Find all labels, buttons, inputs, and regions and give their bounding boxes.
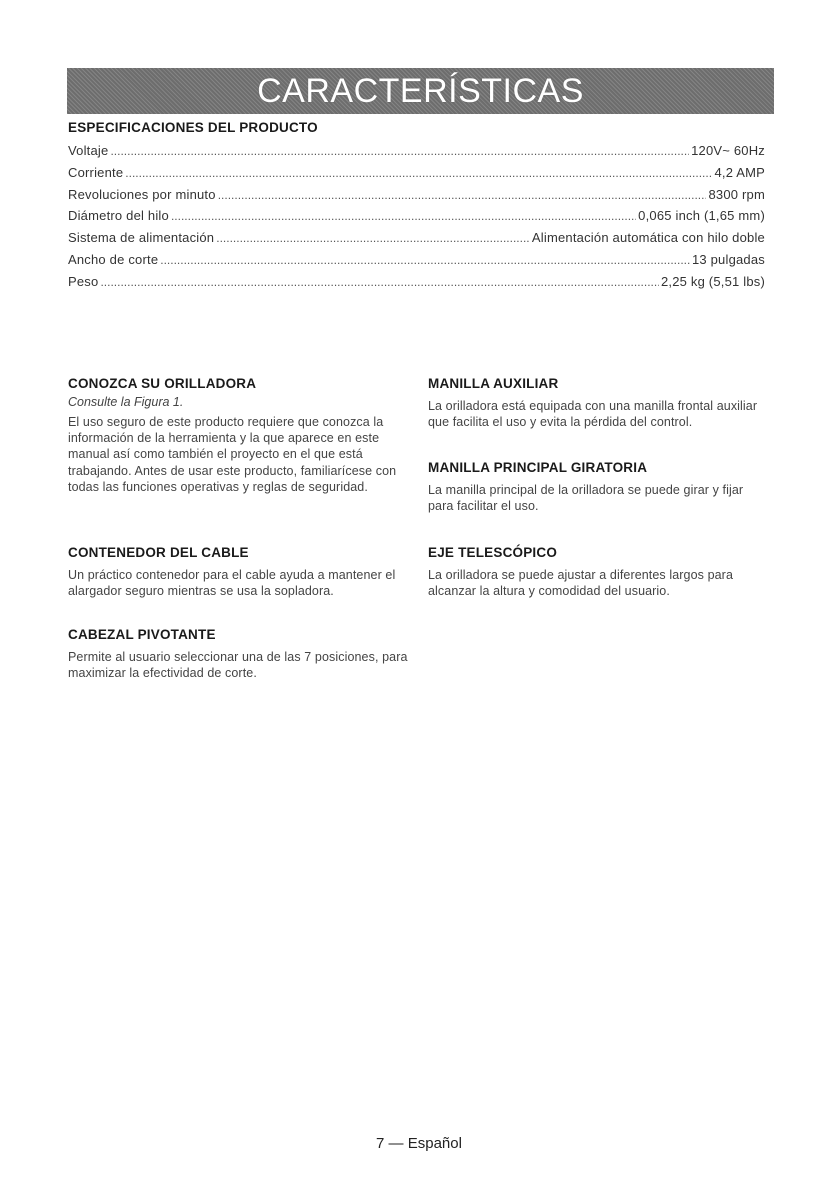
product-specifications	[68, 120, 765, 293]
section-eje-telescopico	[428, 545, 768, 599]
spec-value: 120V~ 60Hz	[691, 143, 765, 158]
section-body: El uso seguro de este producto requiere que conozca la información de la herramienta y la que aparece en este manual así como también el proyecto en el que está trabajando. Antes de usar este producto, familiarícese con todas las funciones operativas y reglas de seguridad.	[68, 415, 397, 494]
section-body: La manilla principal de la orilladora se puede girar y fijar para facilitar el uso.	[428, 483, 744, 514]
section-heading: CONTENEDOR DEL CABLE	[68, 545, 249, 560]
dot-leader	[100, 272, 659, 294]
dot-leader	[171, 206, 636, 228]
dot-leader	[125, 163, 712, 185]
spec-value: 2,25 kg (5,51 lbs)	[660, 273, 765, 289]
section-cabezal	[68, 627, 408, 681]
section-heading: CONOZCA SU ORILLADORA	[68, 376, 257, 391]
spec-value: 13 pulgadas	[691, 251, 765, 267]
title-banner	[67, 68, 774, 114]
spec-label: Peso	[68, 273, 99, 289]
section-heading: EJE TELESCÓPICO	[428, 545, 558, 560]
spec-row-feed-system	[68, 227, 765, 249]
spec-label: Diámetro del hilo	[68, 208, 169, 224]
page-footer: 7 — Español	[376, 1135, 462, 1152]
spec-value: 0,065 inch (1,65 mm)	[638, 208, 765, 224]
section-heading: CABEZAL PIVOTANTE	[68, 627, 216, 642]
spec-label: Corriente	[68, 164, 124, 180]
section-manilla-auxiliar	[428, 376, 768, 430]
section-conozca	[68, 376, 408, 495]
spec-row-cutting-width	[68, 249, 765, 271]
section-heading: MANILLA AUXILIAR	[428, 376, 559, 391]
spec-value: Alimentación automática con hilo doble	[531, 230, 765, 246]
spec-row-rpm	[68, 184, 765, 206]
spec-value: 4,2 AMP	[714, 164, 765, 180]
section-body: La orilladora se puede ajustar a diferentes largos para alcanzar la altura y comodidad del usuario.	[428, 568, 733, 599]
dot-leader	[216, 228, 530, 250]
spec-row-weight	[68, 271, 765, 293]
dot-leader	[160, 250, 690, 272]
spec-row-current	[68, 162, 765, 184]
spec-row-line-diameter	[68, 205, 765, 227]
figure-reference: Consulte la Figura 1.	[68, 395, 184, 409]
section-body: Permite al usuario seleccionar una de las 7 posiciones, para maximizar la efectividad de corte.	[68, 650, 408, 681]
spec-label: Revoluciones por minuto	[68, 186, 216, 202]
dot-leader	[110, 141, 689, 163]
section-manilla-principal	[428, 460, 768, 514]
section-contenedor	[68, 545, 408, 599]
spec-label: Sistema de alimentación	[68, 230, 215, 246]
specifications-heading: ESPECIFICACIONES DEL PRODUCTO	[68, 120, 318, 135]
page-title: CARACTERÍSTICAS	[257, 71, 584, 110]
section-body: La orilladora está equipada con una manilla frontal auxiliar que facilita el uso y evita la pérdida del control.	[428, 399, 758, 430]
spec-row-voltage	[68, 140, 765, 162]
spec-label: Voltaje	[68, 143, 109, 158]
spec-value: 8300 rpm	[708, 186, 765, 202]
section-body: Un práctico contenedor para el cable ayuda a mantener el alargador seguro mientras se usa la sopladora.	[68, 568, 396, 599]
section-heading: MANILLA PRINCIPAL GIRATORIA	[428, 460, 648, 475]
dot-leader	[218, 185, 707, 207]
spec-label: Ancho de corte	[68, 251, 159, 267]
